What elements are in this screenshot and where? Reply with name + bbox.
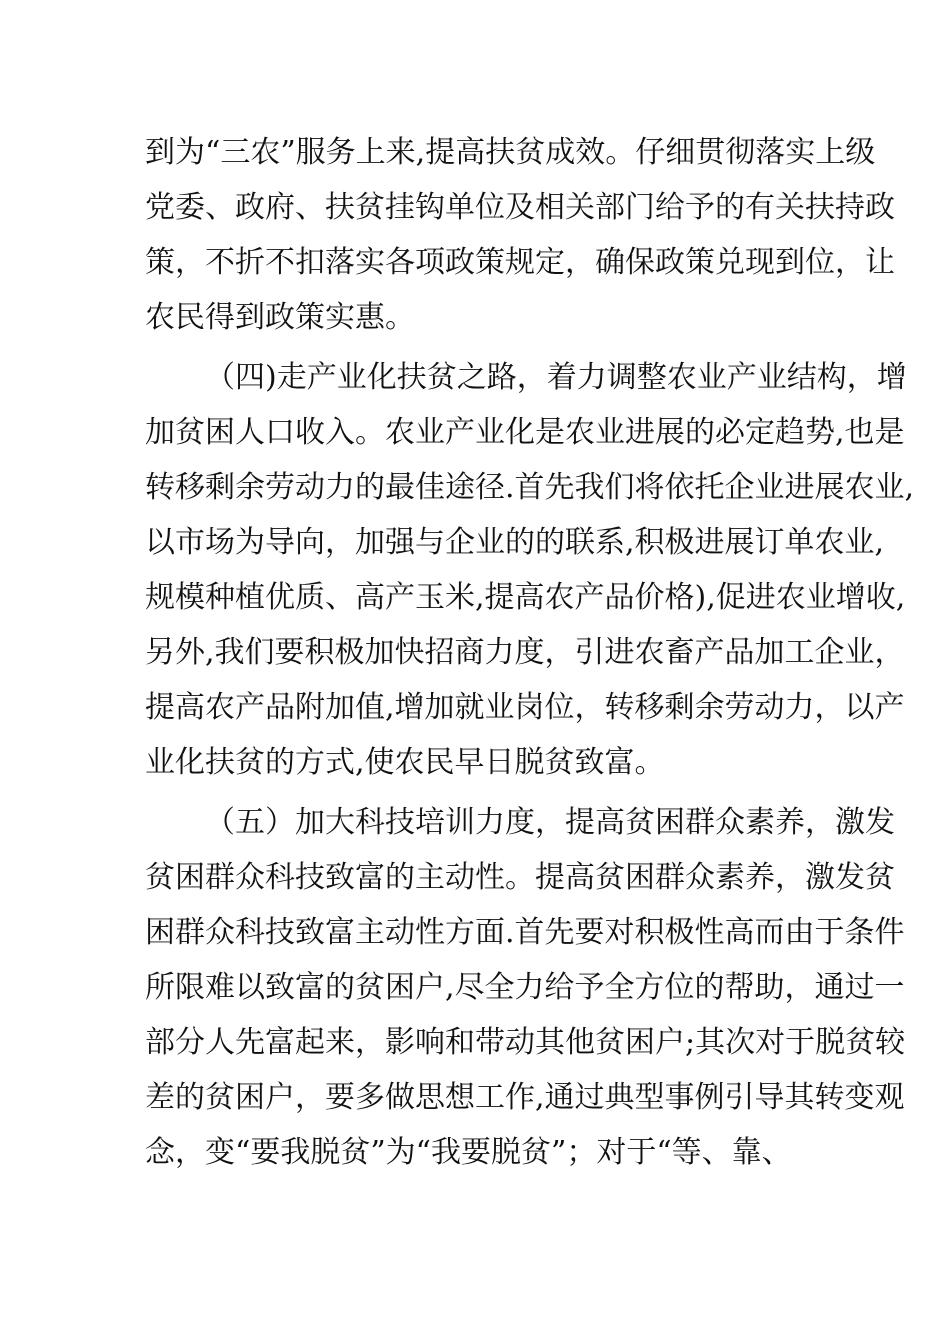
text-line-10: 另外,我们要积极加快招商力度，引进农畜产品加工企业， [145,635,905,670]
text-line-15: 困群众科技致富主动性方面.首先要对积极性高而由于条件 [145,915,905,950]
text-line-4: 农民得到政策实惠。 [145,300,415,335]
text-line-17: 部分人先富起来，影响和带动其他贫困户;其次对于脱贫较 [145,1025,906,1060]
text-line-2: 党委、政府、扶贫挂钩单位及相关部门给予的有关扶持政 [145,190,895,225]
text-line-6: 加贫困人口收入。农业产业化是农业进展的必定趋势,也是 [145,415,905,450]
text-line-18: 差的贫困户，要多做思想工作,通过典型事例引导其转变观 [145,1080,905,1115]
text-line-8: 以市场为导向，加强与企业的的联系,积极进展订单农业, [145,525,885,560]
text-line-16: 所限难以致富的贫困户,尽全力给予全方位的帮助，通过一 [145,970,905,1005]
paragraph-4-heading-line: （四)走产业化扶贫之路，着力调整农业产业结构，增 [205,360,907,395]
text-line-19: 念，变“要我脱贫”为“我要脱贫”；对于“等、靠、 [145,1135,792,1170]
text-line-12: 业化扶贫的方式,使农民早日脱贫致富。 [145,745,665,780]
text-line-1: 到为“三农”服务上来,提高扶贫成效。仔细贯彻落实上级 [145,135,876,170]
text-line-14: 贫困群众科技致富的主动性。提高贫困群众素养，激发贫 [145,860,895,895]
text-line-3: 策，不折不扣落实各项政策规定，确保政策兑现到位，让 [145,245,895,280]
text-line-9: 规模种植优质、高产玉米,提高农产品价格),促进农业增收, [145,580,906,615]
text-line-7: 转移剩余劳动力的最佳途径.首先我们将依托企业进展农业, [145,470,915,505]
paragraph-5-heading-line: （五）加大科技培训力度，提高贫困群众素养，激发 [205,805,895,840]
text-line-11: 提高农产品附加值,增加就业岗位，转移剩余劳动力，以产 [145,690,905,725]
